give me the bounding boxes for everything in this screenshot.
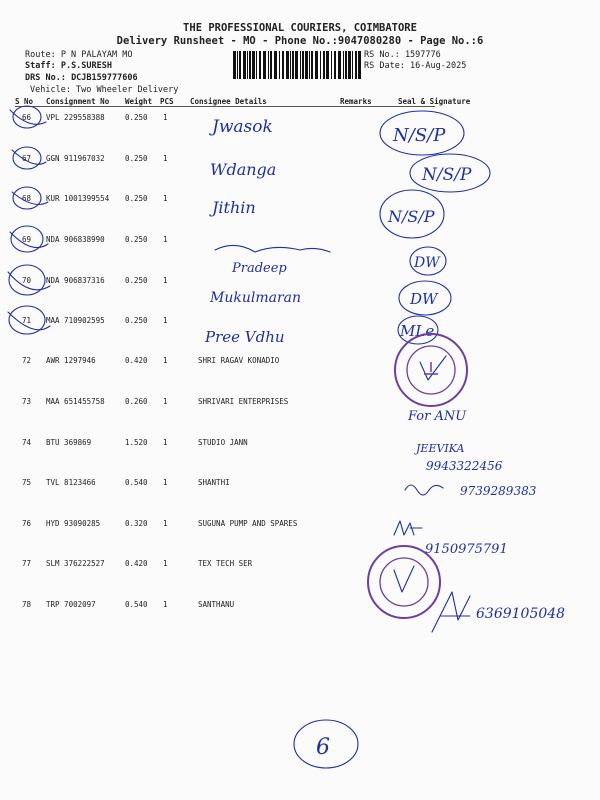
drs-line [25, 73, 138, 83]
row-weight: 0.320 [125, 519, 148, 528]
drs-label: DRS No.: [25, 73, 72, 83]
row-consignee: TEX TECH SER [198, 559, 253, 568]
signature-oval [380, 190, 444, 238]
row-consignment: NDA 906838990 [46, 235, 105, 244]
row-consignment: KUR 1001399554 [46, 194, 110, 203]
row-sno: 70 [22, 276, 32, 285]
signature-scribble [394, 521, 422, 535]
handwritten-note: For ANU [408, 409, 467, 424]
handwritten-name: Jwasok [212, 117, 273, 137]
row-consignee: SHRIVARI ENTERPRISES [198, 397, 289, 406]
handwritten-name: JEEVIKA [416, 442, 465, 455]
row-consignment: NDA 906837316 [46, 276, 105, 285]
row-sno: 75 [22, 478, 32, 487]
row-sno: 69 [22, 235, 32, 244]
row-consignee: SUGUNA PUMP AND SPARES [198, 519, 298, 528]
row-pcs: 1 [163, 113, 168, 122]
signature-oval [399, 281, 451, 315]
row-consignment: MAA 710902595 [46, 316, 105, 325]
handwritten-name: Jithin [212, 198, 256, 217]
barcode [233, 51, 361, 79]
row-consignment: TVL 8123466 [46, 478, 96, 487]
signature-scribble [405, 485, 443, 495]
vehicle-label: Vehicle: Two Wheeler Delivery [30, 85, 179, 95]
col-remarks: Remarks [340, 97, 372, 106]
row-consignee: SHANTHI [198, 478, 230, 487]
row-sno: 68 [22, 194, 32, 203]
row-weight: 0.250 [125, 316, 148, 325]
row-consignment: SLM 376222527 [46, 559, 105, 568]
handwritten-phone: 9150975791 [425, 542, 508, 557]
row-consignment: TRP 7002097 [46, 600, 96, 609]
handwritten-name: Pree Vdhu [205, 328, 285, 346]
seal-text: N/S/P [422, 165, 472, 185]
strikethrough-scribble [215, 245, 330, 252]
row-pcs: 1 [163, 438, 168, 447]
col-weight: Weight [125, 97, 153, 106]
row-consignment: AWR 1297946 [46, 356, 96, 365]
col-seal-signature: Seal & Signature [398, 97, 471, 106]
company-stamp [368, 546, 440, 618]
row-weight: 0.250 [125, 194, 148, 203]
row-sno: 78 [22, 600, 32, 609]
handwritten-phone: 9739289383 [460, 484, 537, 498]
row-sno: 71 [22, 316, 32, 325]
row-weight: 0.250 [125, 235, 148, 244]
seal-text: MLe [400, 322, 435, 340]
row-consignment: HYD 93090285 [46, 519, 101, 528]
handwritten-phone: 6369105048 [476, 606, 566, 622]
staff-name: P.S.SURESH [60, 61, 113, 71]
row-pcs: 1 [163, 316, 168, 325]
col-consignee: Consignee Details [190, 97, 267, 106]
header-divider [15, 106, 435, 107]
handwritten-name: Mukulmaran [210, 290, 302, 306]
handwritten-name: Wdanga [210, 160, 277, 179]
handwritten-name: Pradeep [232, 261, 287, 276]
page-number-handwritten: 6 [316, 735, 330, 760]
col-consignment: Consignment No [46, 97, 110, 106]
rs-number: RS No.: 1597776 [364, 50, 441, 60]
staff-label: Staff: [25, 61, 61, 71]
page-number-circle [294, 720, 358, 768]
company-stamp [395, 334, 467, 406]
row-consignee: STUDIO JANN [198, 438, 248, 447]
row-sno: 76 [22, 519, 32, 528]
row-pcs: 1 [163, 397, 168, 406]
col-pcs: PCS [160, 97, 174, 106]
row-pcs: 1 [163, 478, 168, 487]
seal-text: N/S/P [388, 207, 435, 226]
row-tick-mark [8, 110, 50, 330]
row-sno: 77 [22, 559, 32, 568]
runsheet-company-title: THE PROFESSIONAL COURIERS, COIMBATORE [183, 22, 417, 34]
row-sno: 73 [22, 397, 32, 406]
row-pcs: 1 [163, 235, 168, 244]
row-weight: 0.420 [125, 559, 148, 568]
row-pcs: 1 [163, 194, 168, 203]
row-pcs: 1 [163, 356, 168, 365]
row-pcs: 1 [163, 519, 168, 528]
row-pcs: 1 [163, 154, 168, 163]
route-label: Route: P N PALAYAM MO [25, 50, 133, 60]
row-consignment: GGN 911967032 [46, 154, 105, 163]
row-consignment: MAA 651455758 [46, 397, 105, 406]
col-sno: S No [15, 97, 34, 106]
row-consignee: SANTHANU [198, 600, 235, 609]
row-pcs: 1 [163, 559, 168, 568]
staff-line [25, 61, 112, 71]
rs-date: RS Date: 16-Aug-2025 [364, 61, 467, 71]
row-sno: 72 [22, 356, 32, 365]
seal-text: DW [410, 290, 438, 308]
signature-oval [380, 111, 464, 155]
row-sno: 74 [22, 438, 32, 447]
signature-scribble [432, 592, 470, 632]
signature-oval [410, 247, 446, 275]
row-weight: 0.260 [125, 397, 148, 406]
signature-oval [398, 316, 438, 344]
row-sno: 67 [22, 154, 32, 163]
seal-text: DW [414, 255, 440, 271]
row-weight: 0.250 [125, 113, 148, 122]
row-weight: 0.250 [125, 154, 148, 163]
signature-oval [410, 154, 490, 192]
row-pcs: 1 [163, 600, 168, 609]
row-consignment: VPL 229558388 [46, 113, 105, 122]
runsheet-subtitle: Delivery Runsheet - MO - Phone No.:9047080280 - Page No.:6 [116, 35, 484, 47]
row-pcs: 1 [163, 276, 168, 285]
drs-number: DCJB159777606 [71, 73, 138, 83]
row-weight: 0.540 [125, 600, 148, 609]
row-weight: 0.250 [125, 276, 148, 285]
seal-text: N/S/P [393, 125, 446, 146]
row-consignment: BTU 369869 [46, 438, 92, 447]
row-weight: 1.520 [125, 438, 148, 447]
row-consignee: SHRI RAGAV KONADIO [198, 356, 280, 365]
row-weight: 0.540 [125, 478, 148, 487]
row-weight: 0.420 [125, 356, 148, 365]
handwritten-phone: 9943322456 [426, 459, 503, 473]
row-sno: 66 [22, 113, 32, 122]
